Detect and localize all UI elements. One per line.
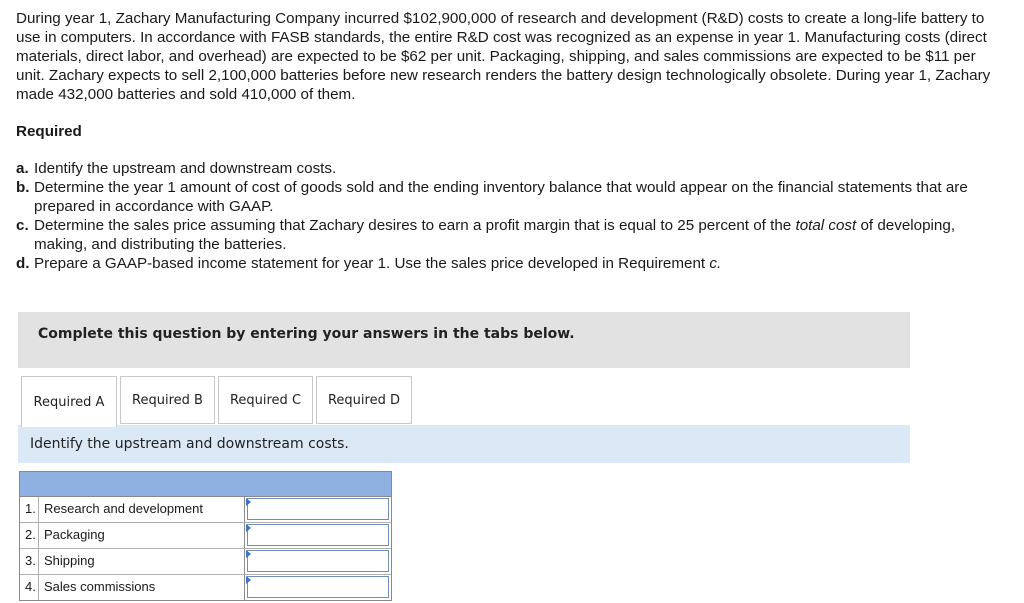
instructions-banner [18,312,910,368]
table-row [20,575,391,600]
row-label: Sales commissions [39,575,245,600]
problem-statement: During year 1, Zachary Manufacturing Company incurred $102,900,000 of research and development (R&D) costs to create a long-life battery to use in computers. In accordance with FASB standards, the entire R&D cost was recognized as an expense in year 1. Manufacturing costs (direct materials, direct labor, and overhead) are expected to be $62 per unit. Packaging, shipping, and sales commissions are expected to be $11 per unit. Zachary expects to sell 2,100,000 batteries before new research renders the battery design technologically obsolete. During year 1, Zachary made 432,000 batteries and sold 410,000 of them. [16,10,991,103]
dropdown-marker-icon [246,498,251,506]
table-row [20,549,391,575]
row-number: 2. [20,523,39,548]
instructions-text: Complete this question by entering your answers in the tabs below. [38,326,575,342]
required-heading: Required [16,123,82,140]
dropdown-marker-icon [246,576,251,584]
row-label: Research and development [39,497,245,522]
requirement-b [16,178,1006,216]
tab-required-a[interactable]: Required A [21,376,117,427]
requirement-letter: a. [16,160,29,177]
answer-cell [245,523,391,548]
requirements-list [16,159,1006,273]
table-row [20,497,391,523]
requirement-tabs [21,376,415,426]
table-row [20,523,391,549]
answer-dropdown[interactable] [247,524,389,546]
tab-required-d[interactable]: Required D [316,376,412,424]
requirement-text: Determine the year 1 amount of cost of goods sold and the ending inventory balance that would appear on the financial statements that are prepared in accordance with GAAP. [34,179,968,215]
panel-prompt: Identify the upstream and downstream costs. [30,436,349,452]
requirement-c [16,216,1006,254]
requirement-text: Prepare a GAAP-based income statement for year 1. Use the sales price developed in Requirement c. [34,255,722,272]
dropdown-marker-icon [246,550,251,558]
requirement-a [16,159,1006,178]
requirement-text: Identify the upstream and downstream costs. [34,160,337,177]
requirement-d [16,254,1006,273]
dropdown-marker-icon [246,524,251,532]
answer-dropdown[interactable] [247,498,389,520]
answer-cell [245,575,391,600]
requirement-letter: c. [16,217,29,234]
answer-table-header [20,472,391,497]
panel-header [18,425,910,463]
requirement-text: Determine the sales price assuming that Zachary desires to earn a profit margin that is equal to 25 percent of the total cost of developing, making, and distributing the batteries. [34,217,956,253]
answer-table [19,471,392,601]
row-number: 1. [20,497,39,522]
requirement-letter: d. [16,255,30,272]
row-number: 3. [20,549,39,574]
row-label: Shipping [39,549,245,574]
answer-cell [245,497,391,522]
answer-dropdown[interactable] [247,576,389,598]
row-number: 4. [20,575,39,600]
answer-dropdown[interactable] [247,550,389,572]
tab-required-c[interactable]: Required C [218,376,313,424]
row-label: Packaging [39,523,245,548]
answer-cell [245,549,391,574]
requirement-letter: b. [16,179,30,196]
tab-required-b[interactable]: Required B [120,376,215,424]
